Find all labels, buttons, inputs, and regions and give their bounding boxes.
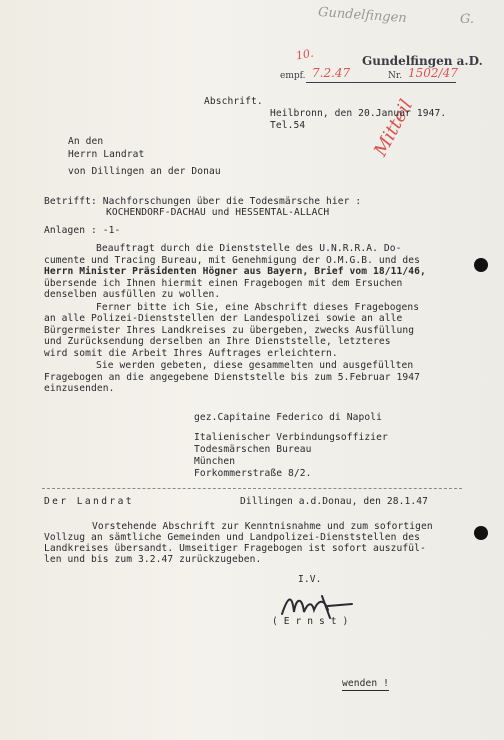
second-body-line-4: len und bis zum 3.2.47 zurückzugeben. [44, 554, 262, 565]
stamp-received-value: 7.2.47 [312, 66, 351, 80]
body-line: denselben ausfüllen zu wollen. [44, 289, 221, 300]
stamp-rule [306, 82, 456, 83]
body-line: und Zurücksendung derselben an Ihre Dienststelle, letzteres [44, 336, 391, 347]
body-line: Herrn Minister Präsidenten Högner aus Bayern, Brief vom 18/11/46, [44, 266, 426, 277]
body-line: cumente und Tracing Bureau, mit Genehmigung der O.M.G.B. und des [44, 254, 421, 266]
pencil-corner: G. [460, 12, 475, 27]
body-line: Fragebogen an die angegebene Dienststelle bis zum 5.Februar 1947 [44, 371, 421, 383]
stamp-received-label: empf. [280, 71, 306, 81]
subject-line-2: KOCHENDORF-DACHAU und HESSENTAL-ALLACH [106, 207, 330, 218]
telephone: Tel.54 [270, 120, 306, 131]
abschrift-label: Abschrift. [204, 96, 263, 107]
red-diagonal-note: Mitteil [370, 96, 418, 160]
attachments: Anlagen : -1- [44, 225, 121, 236]
body-line: wird somit die Arbeit Ihres Auftrages erleichtern. [44, 347, 338, 359]
second-body-line-1: Vorstehende Abschrift zur Kenntnisnahme und zum sofortigen [92, 521, 433, 532]
ernst-name: ( E r n s t ) [272, 616, 349, 627]
signature-line-2: Italienischer Verbindungsoffizier [194, 432, 388, 443]
stamp-place: Gundelfingen a.D. [362, 54, 483, 68]
second-body-line-3: Landkreises übersandt. Umseitiger Fragebogen ist sofort auszufül- [44, 543, 426, 554]
body-line: Ferner bitte ich Sie, eine Abschrift dieses Fragebogens [96, 301, 420, 313]
address-line-3: von Dillingen an der Donau [68, 166, 221, 177]
place-date: Heilbronn, den 20.Januar 1947. [270, 108, 447, 119]
body-line: an alle Polizei-Dienststellen der Landespolizei sowie an alle [44, 313, 403, 324]
body-line: Sie werden gebeten, diese gesammelten und ausgefüllten [96, 360, 414, 371]
signature-line-4: München [194, 456, 236, 467]
body-line: einzusenden. [44, 383, 115, 394]
signature-line-3: Todesmärschen Bureau [194, 444, 312, 455]
red-number: 10. [295, 46, 315, 63]
section-divider [42, 488, 462, 489]
subject-line-1: Betrifft: Nachforschungen über die Todesmärsche hier : [44, 196, 362, 207]
punch-hole-bottom [474, 526, 488, 540]
address-line-1: An den [68, 136, 104, 147]
pencil-note: Gundelfingen [317, 4, 408, 27]
wenden-note: wenden ! [342, 678, 390, 689]
punch-hole-top [474, 258, 488, 272]
iv-label: I.V. [298, 574, 322, 585]
body-line: Bürgermeister Ihres Landkreises zu übergeben, zwecks Ausfüllung [44, 324, 415, 336]
body-line: Beauftragt durch die Dienststelle des U.N.R.R.A. Do- [96, 243, 402, 254]
address-line-2: Herrn Landrat [68, 149, 145, 160]
signature-line-5: Forkommerstraße 8/2. [194, 468, 312, 479]
second-body-line-2: Vollzug an sämtliche Gemeinden und Landpolizei-Dienststellen des [44, 532, 421, 543]
body-line: übersende ich Ihnen hiermit einen Fragebogen mit dem Ersuchen [44, 277, 403, 289]
body-text [44, 243, 426, 395]
stamp-nr-label: Nr. [388, 71, 403, 81]
landrat-heading: Der Landrat [44, 496, 134, 507]
signature-line-1: gez.Capitaine Federico di Napoli [194, 412, 383, 423]
stamp-nr-value: 1502/47 [408, 66, 458, 80]
landrat-place-date: Dillingen a.d.Donau, den 28.1.47 [240, 496, 429, 507]
